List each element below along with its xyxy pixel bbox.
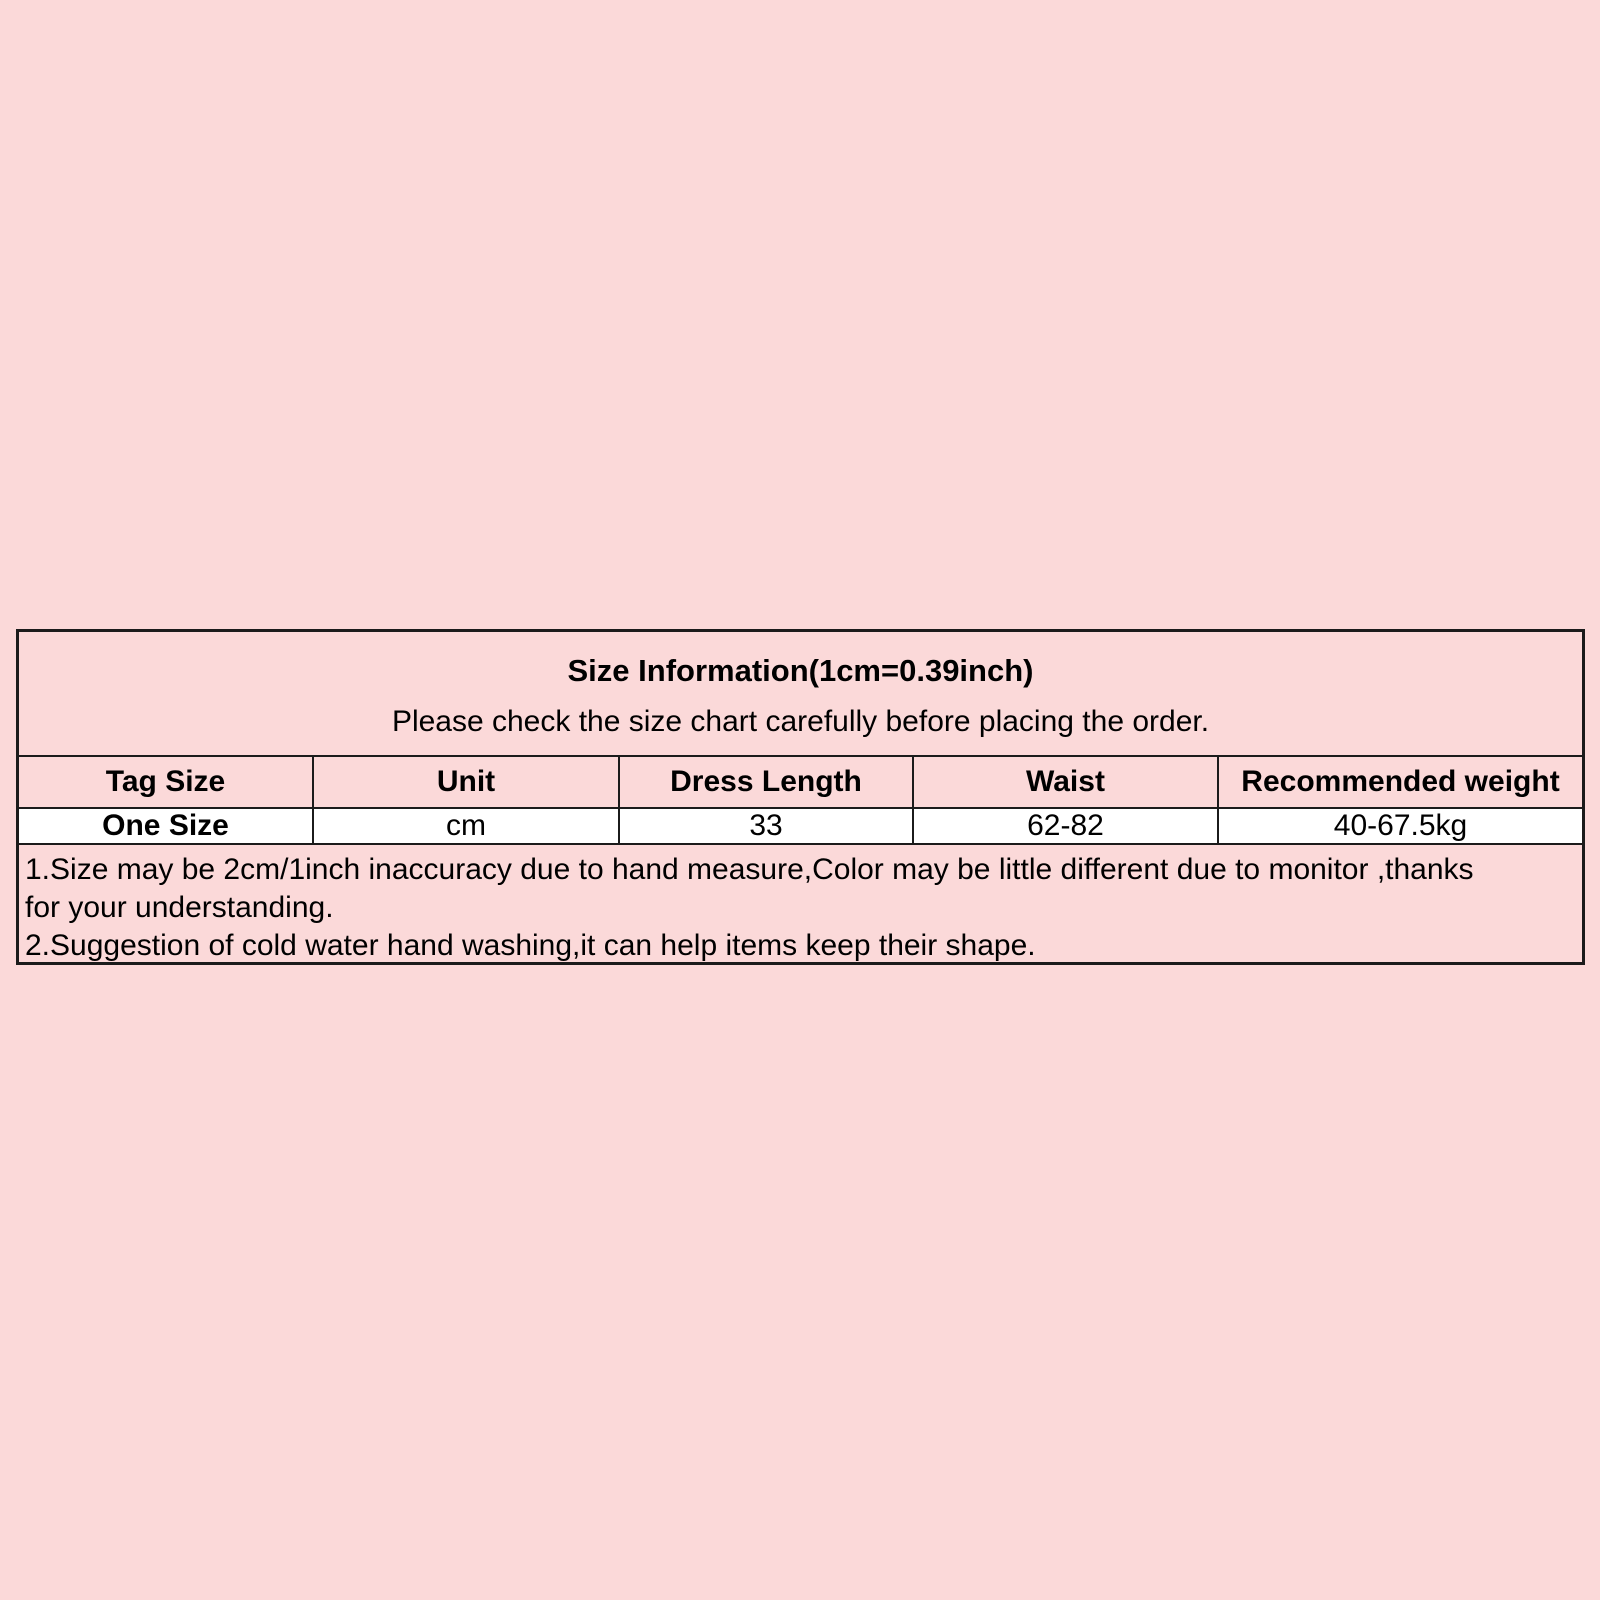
column-header-tag-size: Tag Size — [19, 756, 313, 808]
size-chart-notes — [19, 845, 1582, 965]
note-line-1: 1.Size may be 2cm/1inch inaccuracy due to hand measure,Color may be little different due to monitor ,thanks — [25, 853, 1474, 886]
column-header-dress-length: Dress Length — [619, 756, 913, 808]
size-chart-subtitle: Please check the size chart carefully before placing the order. — [391, 705, 1210, 738]
size-chart-title: Size Information(1cm=0.39inch) — [567, 653, 1034, 688]
note-line-3: 2.Suggestion of cold water hand washing,it can help items keep their shape. — [25, 929, 1036, 962]
table-row — [19, 808, 1582, 844]
column-header-waist: Waist — [913, 756, 1218, 808]
note-line-2: for your understanding. — [25, 891, 334, 924]
cell-dress-length: 33 — [619, 808, 913, 844]
cell-tag-size: One Size — [19, 808, 313, 844]
size-chart-panel — [16, 629, 1585, 965]
column-header-unit: Unit — [313, 756, 619, 808]
column-header-recommended-weight: Recommended weight — [1218, 756, 1582, 808]
size-table-header-row — [19, 756, 1582, 808]
cell-waist: 62-82 — [913, 808, 1218, 844]
size-table — [19, 755, 1582, 845]
cell-unit: cm — [313, 808, 619, 844]
cell-recommended-weight: 40-67.5kg — [1218, 808, 1582, 844]
